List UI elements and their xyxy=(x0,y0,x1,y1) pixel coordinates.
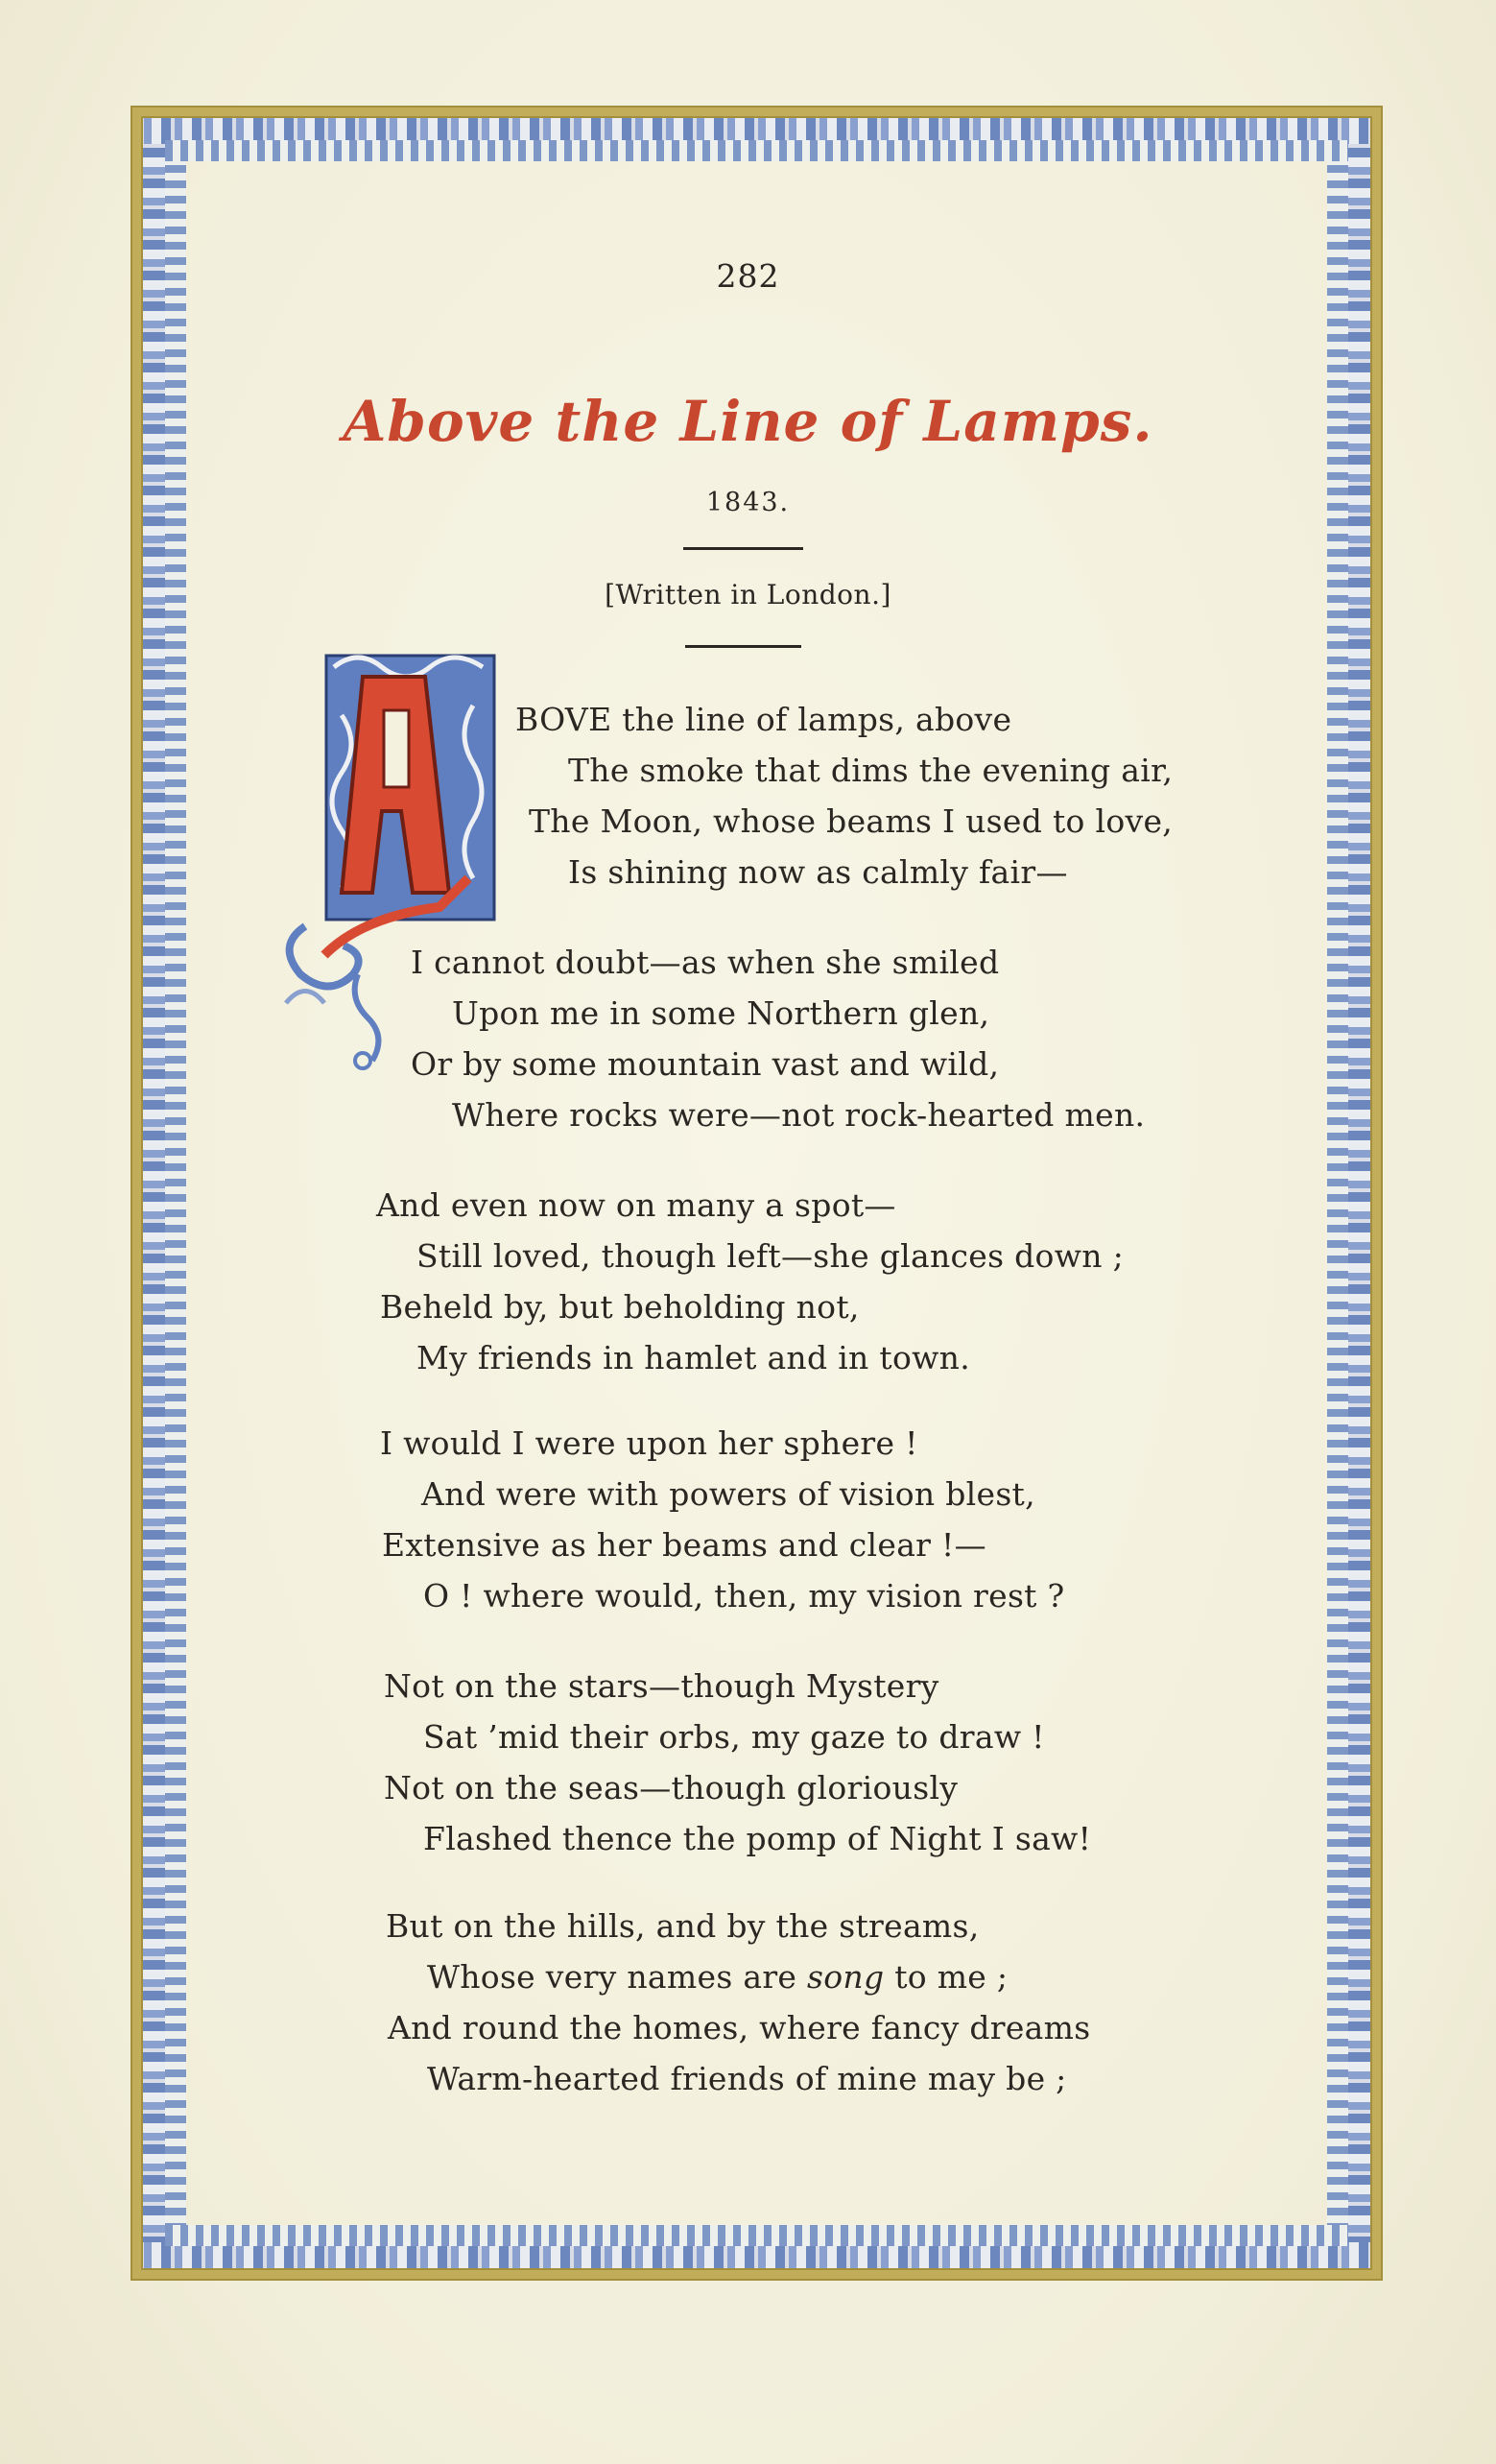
verse-line: But on the hills, and by the streams, xyxy=(386,1907,980,1945)
verse-line: Not on the seas—though gloriously xyxy=(384,1769,959,1806)
verse-line: Still loved, though left—she glances down ; xyxy=(416,1237,1125,1275)
verse-line xyxy=(427,1958,1008,1996)
verse-line: Or by some mountain vast and wild, xyxy=(411,1045,1000,1083)
verse-line: And were with powers of vision blest, xyxy=(421,1475,1035,1513)
verse-line: Upon me in some Northern glen, xyxy=(452,994,990,1032)
verse-line: O ! where would, then, my vision rest ? xyxy=(423,1577,1065,1615)
verse-line: Beheld by, but beholding not, xyxy=(380,1288,860,1326)
verse-line: Where rocks were—not rock-hearted men. xyxy=(452,1096,1146,1134)
poem-title: Above the Line of Lamps. xyxy=(343,389,1153,454)
poem-year: 1843. xyxy=(705,488,791,517)
verse-line: Is shining now as calmly fair— xyxy=(568,853,1068,891)
verse-line: BOVE the line of lamps, above xyxy=(515,701,1012,738)
verse-line: Warm-hearted friends of mine may be ; xyxy=(427,2060,1067,2097)
verse-line: Sat ’mid their orbs, my gaze to draw ! xyxy=(423,1718,1045,1756)
poem-note: [Written in London.] xyxy=(605,579,891,610)
verse-line: Flashed thence the pomp of Night I saw! xyxy=(423,1820,1092,1857)
verse-line: Extensive as her beams and clear !— xyxy=(382,1526,986,1564)
verse-line: And even now on many a spot— xyxy=(376,1186,896,1224)
page-number: 282 xyxy=(716,257,780,295)
verse-text: to me ; xyxy=(884,1958,1009,1996)
verse-line: I would I were upon her sphere ! xyxy=(380,1424,918,1462)
rule-bottom xyxy=(685,645,801,648)
emphasized-word: song xyxy=(807,1958,885,1996)
rule-top xyxy=(683,547,803,550)
verse-text: Whose very names are xyxy=(427,1958,808,1996)
verse-line: I cannot doubt—as when she smiled xyxy=(411,944,1000,981)
verse-line: Not on the stars—though Mystery xyxy=(384,1667,939,1705)
verse-line: My friends in hamlet and in town. xyxy=(416,1339,971,1376)
verse-line: And round the homes, where fancy dreams xyxy=(388,2009,1091,2046)
verse-line: The Moon, whose beams I used to love, xyxy=(529,802,1174,840)
verse-line: The smoke that dims the evening air, xyxy=(568,752,1174,789)
